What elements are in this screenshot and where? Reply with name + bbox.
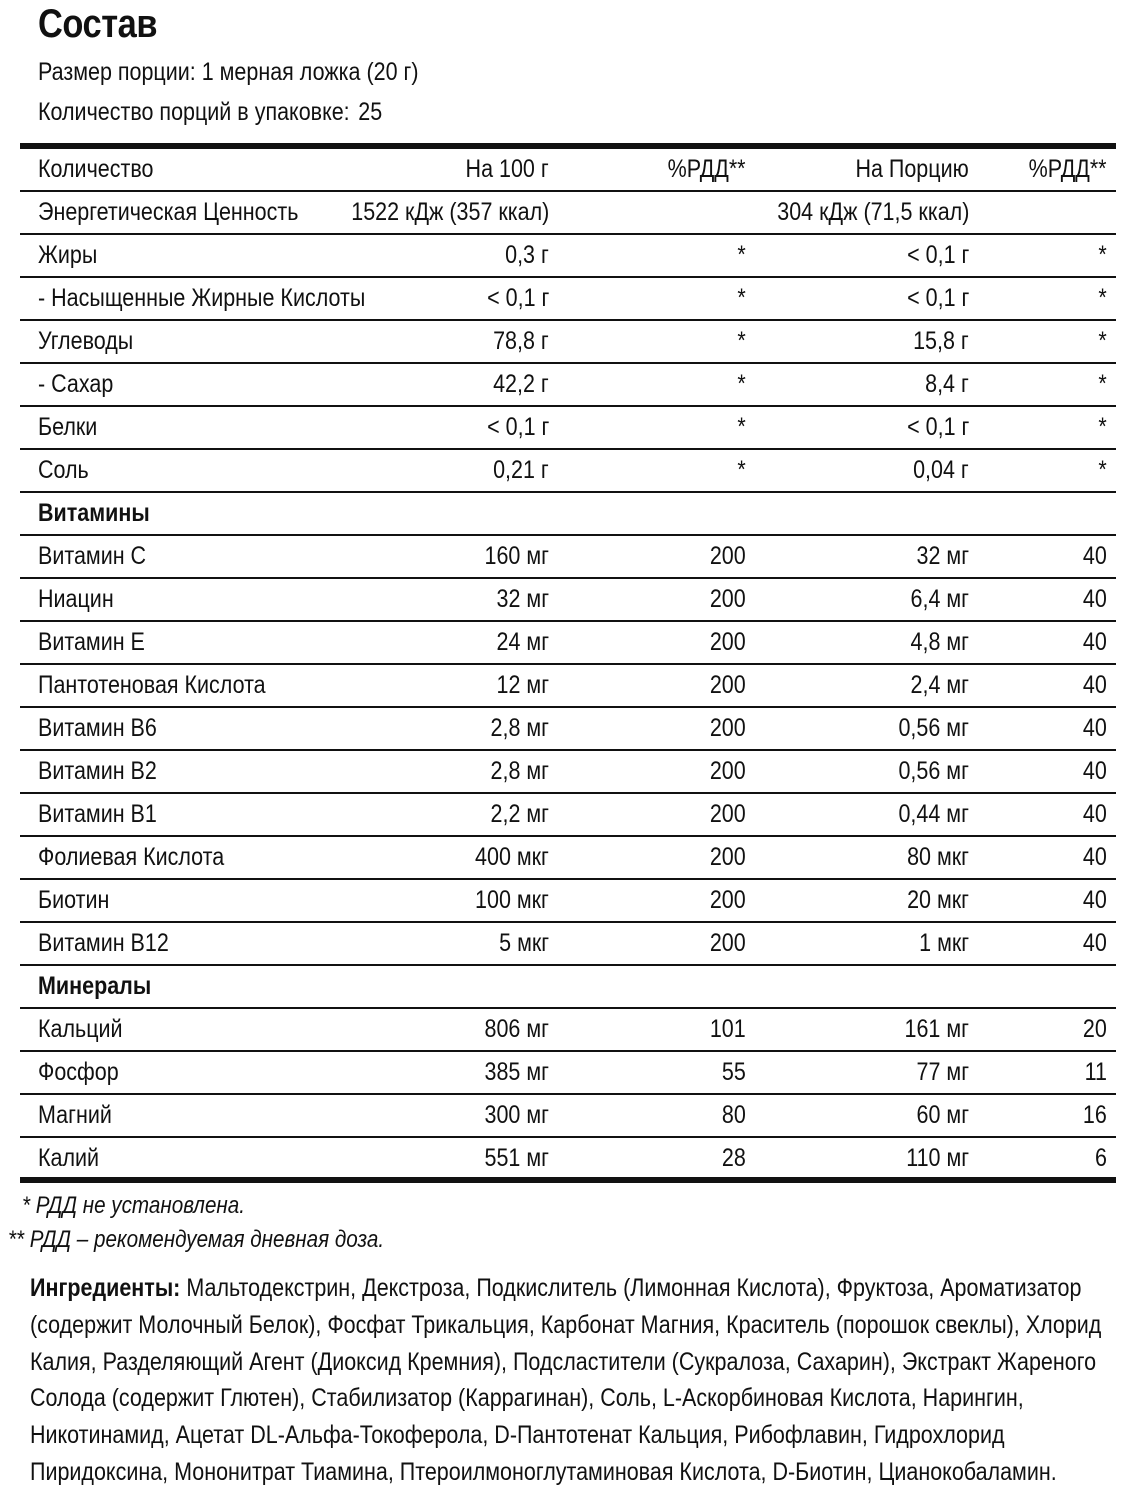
value-per100: 0,21 г [493, 456, 549, 484]
rdd-per100: * [737, 456, 746, 484]
table-bottom-rule [20, 1177, 1116, 1183]
table-row [20, 450, 1116, 493]
table-row [20, 1009, 1116, 1052]
serving-size: Размер порции: 1 мерная ложка (20 г) [38, 58, 419, 86]
value-per100: 2,2 мг [490, 800, 549, 828]
nutrient-name: Витамин В2 [38, 757, 157, 785]
value-portion: < 0,1 г [906, 241, 969, 269]
table-row [20, 579, 1116, 622]
table-row [20, 321, 1116, 364]
nutrient-name: - Насыщенные Жирные Кислоты [38, 284, 366, 312]
table-row [20, 1052, 1116, 1095]
footnote-rdd-not-set: * РДД не установлена. [22, 1192, 245, 1219]
rdd-per100: 200 [710, 628, 746, 656]
section-heading: Минералы [38, 972, 152, 1000]
nutrient-name: Ниацин [38, 585, 114, 613]
rdd-portion: * [1098, 413, 1107, 441]
rdd-per100: 200 [710, 542, 746, 570]
value-per100: 2,8 мг [490, 714, 549, 742]
value-portion: 2,4 мг [910, 671, 969, 699]
rdd-per100: * [737, 370, 746, 398]
table-header-row [20, 149, 1116, 192]
table-row [20, 1138, 1116, 1181]
ingredients-text: Мальтодекстрин, Декстроза, Подкислитель (Лимонная Кислота), Фруктоза, Ароматизатор (содержит Молочный Белок), Фосфат Трикальция, Карбонат Магния, Краситель (порошок свеклы), Хлорид Калия, Разделяющий Агент (Диоксид Кремния), Подсластители (Сукралоза, Сахарин), Экстракт Жареного Солода (содержит Глютен), Стабилизатор (Каррагинан), Соль, L-Аскорбиновая Кислота, Нарингин, Никотинамид, Ацетат DL-Альфа-Токоферола, D-Пантотенат Кальция, Рибофлавин, Гидрохлорид Пиридоксина, Мононитрат Тиамина, Птероилмоноглутаминовая Кислота, D-Биотин, Цианокобаламин. [30, 1274, 1102, 1486]
rdd-portion: * [1098, 241, 1107, 269]
rdd-per100: 200 [710, 800, 746, 828]
section-heading-row [20, 493, 1116, 536]
nutrient-name: - Сахар [38, 370, 114, 398]
header-rdd-portion: %РДД** [1029, 155, 1107, 183]
energy-row [20, 192, 1116, 235]
table-row [20, 364, 1116, 407]
rdd-per100: 200 [710, 671, 746, 699]
section-heading: Витамины [38, 499, 150, 527]
value-portion: 110 мг [906, 1144, 969, 1172]
header-per100: На 100 г [465, 155, 549, 183]
rdd-portion: 40 [1083, 542, 1107, 570]
rdd-portion: * [1098, 284, 1107, 312]
rdd-portion: 40 [1083, 671, 1107, 699]
rdd-portion: 40 [1083, 757, 1107, 785]
nutrient-name: Витамин В6 [38, 714, 157, 742]
value-per100: 400 мкг [475, 843, 549, 871]
value-portion: < 0,1 г [906, 413, 969, 441]
value-per100: 5 мкг [499, 929, 549, 957]
page-title: Состав [38, 2, 158, 46]
nutrient-name: Фосфор [38, 1058, 119, 1086]
value-per100: < 0,1 г [486, 284, 549, 312]
rdd-portion: 40 [1083, 714, 1107, 742]
section-heading-row [20, 966, 1116, 1009]
rdd-portion: 16 [1083, 1101, 1107, 1129]
rdd-per100: 55 [722, 1058, 746, 1086]
rdd-per100: 200 [710, 757, 746, 785]
value-portion: 0,56 мг [898, 714, 969, 742]
value-portion: 4,8 мг [910, 628, 969, 656]
value-per100: 78,8 г [493, 327, 549, 355]
nutrient-name: Витамин Е [38, 628, 145, 656]
rdd-portion: 40 [1083, 929, 1107, 957]
value-per100: 0,3 г [505, 241, 549, 269]
value-per100: 42,2 г [493, 370, 549, 398]
rdd-portion: 20 [1083, 1015, 1107, 1043]
value-per100: 300 мг [484, 1101, 549, 1129]
rdd-per100: 80 [722, 1101, 746, 1129]
rdd-portion: 40 [1083, 628, 1107, 656]
nutrient-name: Кальций [38, 1015, 123, 1043]
header-portion: На Порцию [855, 155, 969, 183]
rdd-portion: * [1098, 370, 1107, 398]
table-row [20, 407, 1116, 450]
table-row [20, 923, 1116, 966]
rdd-portion: 40 [1083, 800, 1107, 828]
value-per100: 12 мг [496, 671, 549, 699]
value-portion: 161 мг [904, 1015, 969, 1043]
value-per100: < 0,1 г [486, 413, 549, 441]
value-portion: 60 мг [916, 1101, 969, 1129]
table-row [20, 880, 1116, 923]
table-row [20, 536, 1116, 579]
rdd-per100: * [737, 327, 746, 355]
value-portion: 77 мг [916, 1058, 969, 1086]
value-per100: 806 мг [484, 1015, 549, 1043]
nutrient-name: Жиры [38, 241, 98, 269]
rdd-portion: 11 [1084, 1058, 1107, 1086]
energy-per100: 1522 кДж (357 ккал) [350, 198, 549, 226]
value-per100: 2,8 мг [490, 757, 549, 785]
value-portion: 0,04 г [913, 456, 969, 484]
rdd-per100: 200 [710, 843, 746, 871]
nutrient-name: Витамин С [38, 542, 147, 570]
servings-value: 25 [358, 98, 383, 126]
value-per100: 24 мг [496, 628, 549, 656]
rdd-per100: 200 [710, 886, 746, 914]
value-per100: 551 мг [484, 1144, 549, 1172]
rdd-portion: 40 [1083, 886, 1107, 914]
rdd-per100: * [737, 413, 746, 441]
nutrient-name: Витамин В1 [38, 800, 157, 828]
nutrient-name: Биотин [38, 886, 110, 914]
rdd-per100: 101 [710, 1015, 746, 1043]
footnote-rdd-definition: ** РДД – рекомендуемая дневная доза. [8, 1226, 385, 1253]
rdd-portion: * [1098, 456, 1107, 484]
value-portion: 6,4 мг [910, 585, 969, 613]
table-row [20, 794, 1116, 837]
table-row [20, 278, 1116, 321]
table-row [20, 235, 1116, 278]
rdd-portion: * [1098, 327, 1107, 355]
ingredients-block [30, 1270, 1114, 1491]
rdd-per100: 200 [710, 585, 746, 613]
servings-label: Количество порций в упаковке: [38, 98, 350, 126]
rdd-per100: 200 [710, 929, 746, 957]
ingredients-label: Ингредиенты: [30, 1274, 181, 1302]
value-portion: 15,8 г [913, 327, 969, 355]
value-portion: 20 мкг [907, 886, 969, 914]
rdd-portion: 40 [1083, 843, 1107, 871]
value-per100: 160 мг [484, 542, 549, 570]
nutrient-name: Калий [38, 1144, 100, 1172]
nutrient-name: Соль [38, 456, 89, 484]
servings-per-container [38, 98, 382, 127]
value-per100: 32 мг [496, 585, 549, 613]
value-portion: 0,44 мг [898, 800, 969, 828]
value-portion: 80 мкг [907, 843, 969, 871]
nutrient-name: Пантотеновая Кислота [38, 671, 266, 699]
table-row [20, 1095, 1116, 1138]
header-name: Количество [38, 155, 154, 183]
nutrient-name: Белки [38, 413, 98, 441]
value-portion: 1 мкг [919, 929, 969, 957]
rdd-portion: 6 [1095, 1144, 1107, 1172]
table-row [20, 665, 1116, 708]
rdd-per100: * [737, 284, 746, 312]
value-portion: < 0,1 г [906, 284, 969, 312]
rdd-per100: 28 [722, 1144, 746, 1172]
value-per100: 385 мг [484, 1058, 549, 1086]
value-portion: 8,4 г [925, 370, 969, 398]
rdd-per100: 200 [710, 714, 746, 742]
table-row [20, 837, 1116, 880]
nutrient-name: Углеводы [38, 327, 134, 355]
energy-label: Энергетическая Ценность [38, 198, 299, 226]
value-portion: 0,56 мг [898, 757, 969, 785]
table-row [20, 708, 1116, 751]
nutrient-name: Фолиевая Кислота [38, 843, 225, 871]
table-row [20, 751, 1116, 794]
value-per100: 100 мкг [475, 886, 549, 914]
header-rdd-per100: %РДД** [668, 155, 746, 183]
table-row [20, 622, 1116, 665]
rdd-per100: * [737, 241, 746, 269]
value-portion: 32 мг [916, 542, 969, 570]
rdd-portion: 40 [1083, 585, 1107, 613]
nutrient-name: Витамин В12 [38, 929, 169, 957]
energy-portion: 304 кДж (71,5 ккал) [776, 198, 969, 226]
nutrient-name: Магний [38, 1101, 112, 1129]
